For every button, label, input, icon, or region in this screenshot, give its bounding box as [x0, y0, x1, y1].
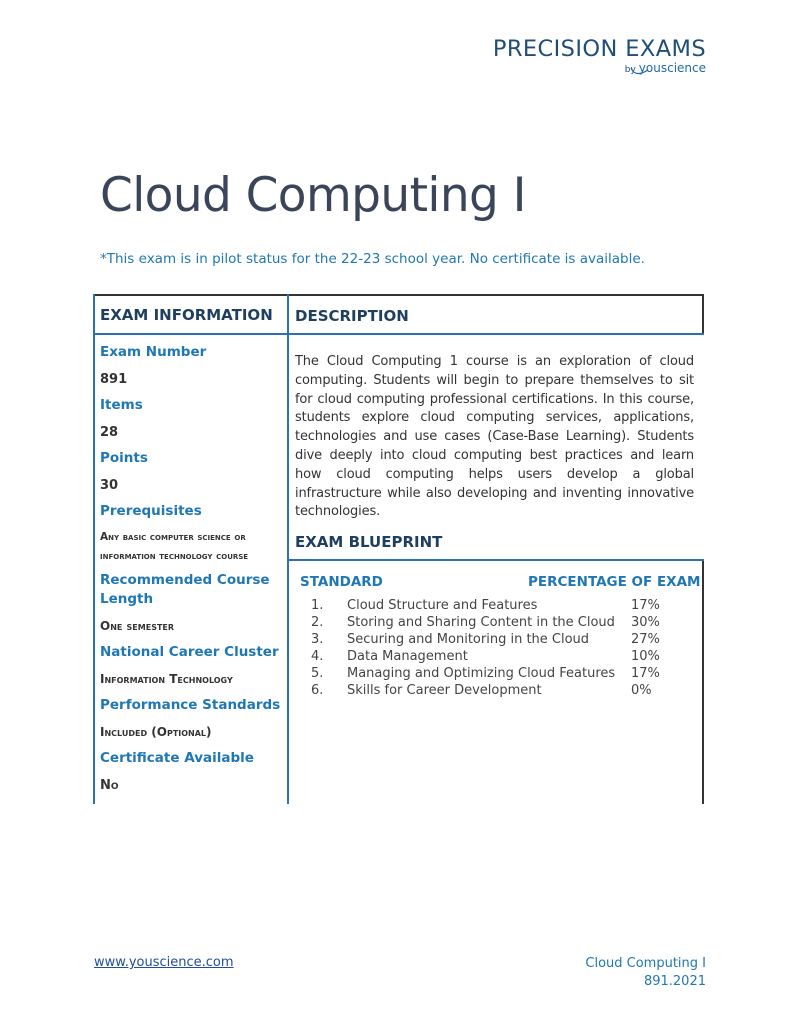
blueprint-row — [311, 649, 671, 666]
frame-left-border — [93, 294, 95, 804]
blueprint-row-percentage: 30% — [631, 615, 660, 630]
blueprint-row — [311, 666, 671, 683]
prerequisites-value-line1: Any basic computer science or — [100, 531, 246, 543]
logo-by: by — [624, 65, 636, 75]
course-length-label-line2: Length — [100, 591, 154, 607]
blueprint-row — [311, 615, 671, 632]
description-text: The Cloud Computing 1 course is an exploration of cloud computing. Students will begin to prepare themselves to sit for cloud computing professional certifications. In this course, students explore cloud computing services, applications, technologies and use cases (Case-Base Learning). Students dive deeply into cloud computing best practices and learn how cloud computing helps users develop a global infrastructure while also developing and inventing innovative technologies. — [295, 354, 694, 520]
blueprint-row-percentage: 17% — [631, 666, 660, 681]
blueprint-row-percentage: 10% — [631, 649, 660, 664]
prerequisites-label: Prerequisites — [100, 503, 202, 519]
blueprint-standards-list — [311, 598, 671, 700]
items-value: 28 — [100, 425, 119, 440]
exam-number-label: Exam Number — [100, 344, 207, 360]
blueprint-row-number: 6. — [311, 683, 324, 698]
exam-blueprint-heading: EXAM BLUEPRINT — [295, 533, 443, 551]
exam-number-value: 891 — [100, 372, 128, 387]
blueprint-row-percentage: 0% — [631, 683, 652, 698]
precision-exams-logo — [482, 36, 706, 77]
blueprint-row-standard: Securing and Monitoring in the Cloud — [347, 632, 590, 647]
blueprint-row — [311, 598, 671, 615]
blueprint-standard-column-header: STANDARD — [300, 574, 383, 590]
blueprint-header-rule — [287, 559, 704, 561]
items-label: Items — [100, 397, 143, 413]
course-length-label-line1: Recommended Course — [100, 572, 270, 588]
blueprint-row — [311, 632, 671, 649]
performance-standards-value: Included (Optional) — [100, 725, 212, 739]
youscience-website-link[interactable]: www.youscience.com — [94, 955, 234, 970]
pilot-status-note: *This exam is in pilot status for the 22-23 school year. No certificate is available. — [100, 251, 645, 267]
blueprint-row-standard: Data Management — [347, 649, 468, 664]
prerequisites-value-line2: information technology course — [100, 550, 249, 562]
blueprint-row-number: 3. — [311, 632, 324, 647]
blueprint-row — [311, 683, 671, 700]
description-heading: DESCRIPTION — [295, 307, 409, 325]
frame-right-border — [702, 294, 704, 334]
career-cluster-value: Information Technology — [100, 672, 233, 686]
logo-wordmark: PRECISION EXAMS — [492, 36, 706, 62]
logo-company: youscience — [638, 61, 706, 75]
blueprint-row-standard: Storing and Sharing Content in the Cloud — [347, 615, 615, 630]
footer-course-code: 891.2021 — [643, 974, 706, 989]
blueprint-row-standard: Skills for Career Development — [347, 683, 542, 698]
blueprint-row-standard: Managing and Optimizing Cloud Features — [347, 666, 616, 681]
footer-course-info — [585, 955, 706, 991]
blueprint-row-percentage: 17% — [631, 598, 660, 613]
blueprint-row-number: 4. — [311, 649, 324, 664]
header-bottom-rule — [93, 333, 704, 335]
footer-course-name: Cloud Computing I — [585, 956, 706, 971]
page-title: Cloud Computing I — [100, 168, 526, 223]
exam-information-list — [100, 341, 285, 795]
swoosh-icon — [630, 66, 650, 76]
career-cluster-label: National Career Cluster — [100, 644, 279, 660]
blueprint-row-percentage: 27% — [631, 632, 660, 647]
blueprint-percentage-column-header: PERCENTAGE OF EXAM — [528, 574, 701, 590]
certificate-available-label: Certificate Available — [100, 750, 254, 766]
performance-standards-label: Performance Standards — [100, 697, 281, 713]
blueprint-row-number: 1. — [311, 598, 324, 613]
certificate-available-value: No — [100, 778, 119, 793]
blueprint-row-standard: Cloud Structure and Features — [347, 598, 538, 613]
points-label: Points — [100, 450, 148, 466]
frame-column-divider — [287, 294, 289, 804]
frame-right-border-lower — [702, 560, 704, 804]
exam-information-heading: EXAM INFORMATION — [100, 306, 273, 324]
logo-byline — [482, 60, 706, 77]
course-length-value: One semester — [100, 619, 175, 633]
blueprint-row-number: 5. — [311, 666, 324, 681]
points-value: 30 — [100, 478, 119, 493]
frame-top-border — [93, 294, 704, 296]
blueprint-row-number: 2. — [311, 615, 324, 630]
